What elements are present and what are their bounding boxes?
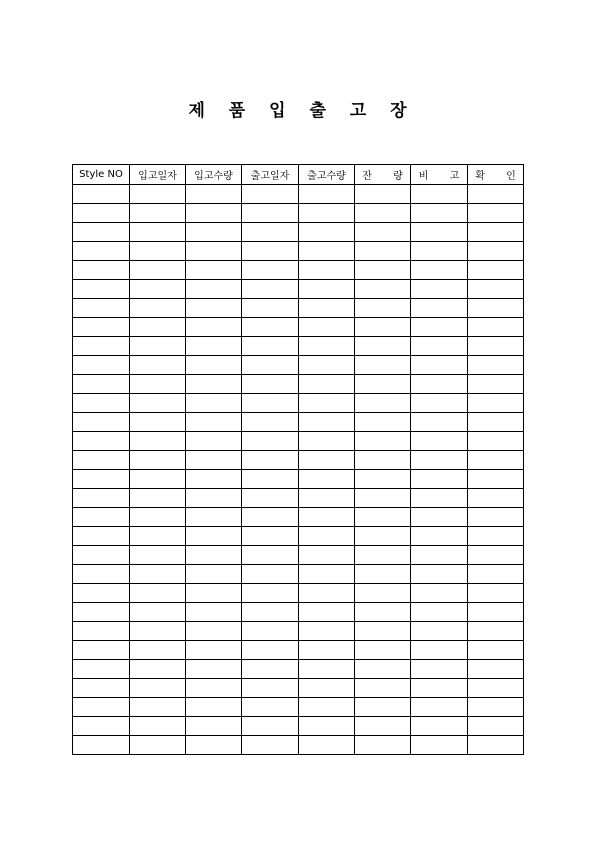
cell-out-qty xyxy=(299,527,355,546)
cell-out-qty xyxy=(299,375,355,394)
cell-out-qty xyxy=(299,242,355,261)
cell-confirm xyxy=(468,394,524,413)
cell-in-date xyxy=(130,584,186,603)
cell-in-qty xyxy=(186,603,242,622)
cell-in-date xyxy=(130,223,186,242)
cell-out-qty xyxy=(299,432,355,451)
cell-remarks xyxy=(411,261,468,280)
table-row xyxy=(73,679,524,698)
cell-confirm xyxy=(468,489,524,508)
cell-out-qty xyxy=(299,223,355,242)
cell-style-no xyxy=(73,337,130,356)
cell-confirm xyxy=(468,223,524,242)
cell-balance xyxy=(355,641,411,660)
cell-out-date xyxy=(242,261,299,280)
cell-in-date xyxy=(130,413,186,432)
cell-remarks xyxy=(411,394,468,413)
table-row xyxy=(73,660,524,679)
cell-remarks xyxy=(411,603,468,622)
cell-in-qty xyxy=(186,204,242,223)
cell-out-qty xyxy=(299,546,355,565)
cell-remarks xyxy=(411,223,468,242)
cell-in-date xyxy=(130,508,186,527)
cell-confirm xyxy=(468,717,524,736)
cell-in-date xyxy=(130,394,186,413)
table-row xyxy=(73,527,524,546)
cell-confirm xyxy=(468,185,524,204)
cell-out-qty xyxy=(299,318,355,337)
cell-remarks xyxy=(411,356,468,375)
cell-confirm xyxy=(468,337,524,356)
cell-out-date xyxy=(242,489,299,508)
cell-confirm xyxy=(468,527,524,546)
cell-in-date xyxy=(130,470,186,489)
cell-style-no xyxy=(73,660,130,679)
cell-confirm xyxy=(468,679,524,698)
cell-out-qty xyxy=(299,356,355,375)
cell-balance xyxy=(355,451,411,470)
cell-in-qty xyxy=(186,432,242,451)
cell-in-qty xyxy=(186,641,242,660)
cell-in-date xyxy=(130,432,186,451)
cell-confirm xyxy=(468,641,524,660)
cell-balance xyxy=(355,413,411,432)
cell-balance xyxy=(355,679,411,698)
cell-remarks xyxy=(411,679,468,698)
cell-balance xyxy=(355,242,411,261)
cell-in-date xyxy=(130,603,186,622)
cell-out-date xyxy=(242,698,299,717)
cell-remarks xyxy=(411,280,468,299)
table-row xyxy=(73,261,524,280)
cell-style-no xyxy=(73,356,130,375)
cell-balance xyxy=(355,508,411,527)
cell-out-date xyxy=(242,603,299,622)
cell-remarks xyxy=(411,489,468,508)
cell-remarks xyxy=(411,717,468,736)
cell-style-no xyxy=(73,603,130,622)
cell-style-no xyxy=(73,717,130,736)
table-row xyxy=(73,546,524,565)
cell-out-date xyxy=(242,508,299,527)
cell-in-date xyxy=(130,622,186,641)
cell-in-qty xyxy=(186,413,242,432)
cell-style-no xyxy=(73,584,130,603)
cell-balance xyxy=(355,318,411,337)
cell-confirm xyxy=(468,451,524,470)
table-row xyxy=(73,432,524,451)
cell-balance xyxy=(355,660,411,679)
cell-out-date xyxy=(242,394,299,413)
column-header-in-qty: 입고수량 xyxy=(186,165,242,185)
page-title: 제 품 입 출 고 장 xyxy=(188,101,416,121)
cell-out-date xyxy=(242,318,299,337)
cell-confirm xyxy=(468,356,524,375)
cell-style-no xyxy=(73,318,130,337)
cell-in-date xyxy=(130,356,186,375)
cell-confirm xyxy=(468,584,524,603)
cell-in-qty xyxy=(186,584,242,603)
cell-remarks xyxy=(411,432,468,451)
cell-out-date xyxy=(242,660,299,679)
cell-in-date xyxy=(130,641,186,660)
table-row xyxy=(73,565,524,584)
cell-style-no xyxy=(73,280,130,299)
cell-out-qty xyxy=(299,603,355,622)
column-header-in-date: 입고일자 xyxy=(130,165,186,185)
cell-remarks xyxy=(411,318,468,337)
cell-balance xyxy=(355,470,411,489)
cell-in-qty xyxy=(186,375,242,394)
inventory-ledger-table xyxy=(72,164,524,755)
cell-in-qty xyxy=(186,337,242,356)
cell-out-date xyxy=(242,375,299,394)
cell-out-qty xyxy=(299,337,355,356)
cell-out-date xyxy=(242,584,299,603)
table-row xyxy=(73,299,524,318)
table-row xyxy=(73,736,524,755)
cell-out-qty xyxy=(299,413,355,432)
cell-out-date xyxy=(242,413,299,432)
cell-style-no xyxy=(73,546,130,565)
cell-style-no xyxy=(73,565,130,584)
cell-balance xyxy=(355,394,411,413)
cell-out-date xyxy=(242,470,299,489)
cell-remarks xyxy=(411,413,468,432)
cell-in-qty xyxy=(186,394,242,413)
cell-confirm xyxy=(468,413,524,432)
cell-style-no xyxy=(73,261,130,280)
cell-confirm xyxy=(468,204,524,223)
cell-out-date xyxy=(242,679,299,698)
cell-balance xyxy=(355,527,411,546)
table-row xyxy=(73,337,524,356)
table-row xyxy=(73,641,524,660)
cell-style-no xyxy=(73,641,130,660)
cell-out-qty xyxy=(299,679,355,698)
cell-in-qty xyxy=(186,185,242,204)
cell-in-qty xyxy=(186,660,242,679)
table-row xyxy=(73,584,524,603)
table-row xyxy=(73,223,524,242)
cell-in-qty xyxy=(186,622,242,641)
cell-out-qty xyxy=(299,261,355,280)
cell-out-qty xyxy=(299,622,355,641)
cell-in-date xyxy=(130,242,186,261)
table-row xyxy=(73,280,524,299)
table-row xyxy=(73,622,524,641)
cell-style-no xyxy=(73,413,130,432)
cell-in-date xyxy=(130,451,186,470)
cell-balance xyxy=(355,375,411,394)
cell-remarks xyxy=(411,622,468,641)
cell-in-date xyxy=(130,660,186,679)
cell-confirm xyxy=(468,280,524,299)
cell-out-qty xyxy=(299,470,355,489)
cell-in-date xyxy=(130,527,186,546)
cell-in-qty xyxy=(186,717,242,736)
cell-confirm xyxy=(468,565,524,584)
cell-balance xyxy=(355,337,411,356)
cell-in-date xyxy=(130,185,186,204)
cell-out-date xyxy=(242,185,299,204)
cell-out-qty xyxy=(299,508,355,527)
cell-in-qty xyxy=(186,565,242,584)
cell-confirm xyxy=(468,546,524,565)
cell-in-qty xyxy=(186,356,242,375)
cell-remarks xyxy=(411,299,468,318)
cell-style-no xyxy=(73,223,130,242)
cell-balance xyxy=(355,546,411,565)
table-header-row xyxy=(73,165,524,185)
cell-out-qty xyxy=(299,565,355,584)
column-header-balance: 잔 량 xyxy=(355,165,411,185)
cell-in-qty xyxy=(186,242,242,261)
cell-out-date xyxy=(242,299,299,318)
cell-style-no xyxy=(73,451,130,470)
cell-in-qty xyxy=(186,280,242,299)
cell-in-qty xyxy=(186,318,242,337)
cell-style-no xyxy=(73,736,130,755)
column-header-remarks: 비 고 xyxy=(411,165,468,185)
cell-in-date xyxy=(130,546,186,565)
table-row xyxy=(73,318,524,337)
cell-out-date xyxy=(242,736,299,755)
cell-balance xyxy=(355,489,411,508)
cell-remarks xyxy=(411,527,468,546)
cell-out-date xyxy=(242,242,299,261)
cell-in-qty xyxy=(186,508,242,527)
cell-out-date xyxy=(242,565,299,584)
cell-confirm xyxy=(468,736,524,755)
cell-in-date xyxy=(130,698,186,717)
cell-in-date xyxy=(130,565,186,584)
cell-style-no xyxy=(73,679,130,698)
cell-in-qty xyxy=(186,470,242,489)
cell-in-date xyxy=(130,204,186,223)
cell-in-date xyxy=(130,261,186,280)
cell-in-date xyxy=(130,736,186,755)
cell-style-no xyxy=(73,470,130,489)
cell-in-date xyxy=(130,299,186,318)
cell-out-date xyxy=(242,641,299,660)
cell-style-no xyxy=(73,375,130,394)
cell-out-date xyxy=(242,546,299,565)
table-row xyxy=(73,413,524,432)
cell-in-qty xyxy=(186,223,242,242)
cell-out-date xyxy=(242,356,299,375)
cell-balance xyxy=(355,356,411,375)
cell-confirm xyxy=(468,603,524,622)
cell-out-date xyxy=(242,717,299,736)
cell-style-no xyxy=(73,508,130,527)
cell-remarks xyxy=(411,470,468,489)
cell-out-qty xyxy=(299,717,355,736)
table-row xyxy=(73,698,524,717)
cell-in-date xyxy=(130,318,186,337)
cell-in-date xyxy=(130,679,186,698)
cell-style-no xyxy=(73,299,130,318)
cell-out-qty xyxy=(299,698,355,717)
cell-out-qty xyxy=(299,185,355,204)
cell-style-no xyxy=(73,489,130,508)
cell-remarks xyxy=(411,565,468,584)
column-header-style-no: Style NO xyxy=(73,165,130,185)
cell-out-date xyxy=(242,451,299,470)
cell-in-qty xyxy=(186,546,242,565)
cell-in-qty xyxy=(186,736,242,755)
cell-style-no xyxy=(73,622,130,641)
cell-remarks xyxy=(411,375,468,394)
cell-in-qty xyxy=(186,698,242,717)
cell-out-date xyxy=(242,432,299,451)
cell-style-no xyxy=(73,527,130,546)
cell-in-qty xyxy=(186,451,242,470)
column-header-confirm: 확 인 xyxy=(468,165,524,185)
cell-out-qty xyxy=(299,204,355,223)
cell-balance xyxy=(355,717,411,736)
cell-out-qty xyxy=(299,280,355,299)
cell-remarks xyxy=(411,204,468,223)
cell-confirm xyxy=(468,622,524,641)
cell-remarks xyxy=(411,641,468,660)
table-row xyxy=(73,185,524,204)
table-row xyxy=(73,603,524,622)
cell-style-no xyxy=(73,185,130,204)
cell-balance xyxy=(355,223,411,242)
table-row xyxy=(73,356,524,375)
cell-out-date xyxy=(242,204,299,223)
cell-remarks xyxy=(411,185,468,204)
cell-balance xyxy=(355,280,411,299)
cell-in-qty xyxy=(186,527,242,546)
cell-balance xyxy=(355,432,411,451)
column-header-out-date: 출고일자 xyxy=(242,165,299,185)
cell-confirm xyxy=(468,299,524,318)
cell-balance xyxy=(355,565,411,584)
cell-style-no xyxy=(73,698,130,717)
cell-balance xyxy=(355,603,411,622)
cell-out-date xyxy=(242,622,299,641)
cell-in-qty xyxy=(186,489,242,508)
cell-confirm xyxy=(468,375,524,394)
cell-confirm xyxy=(468,242,524,261)
cell-out-date xyxy=(242,527,299,546)
cell-balance xyxy=(355,204,411,223)
cell-confirm xyxy=(468,508,524,527)
cell-out-qty xyxy=(299,641,355,660)
ledger-body xyxy=(73,185,524,755)
cell-balance xyxy=(355,261,411,280)
cell-in-date xyxy=(130,489,186,508)
table-row xyxy=(73,470,524,489)
cell-balance xyxy=(355,622,411,641)
cell-remarks xyxy=(411,508,468,527)
table-row xyxy=(73,451,524,470)
cell-in-qty xyxy=(186,261,242,280)
table-row xyxy=(73,394,524,413)
cell-balance xyxy=(355,584,411,603)
cell-confirm xyxy=(468,318,524,337)
cell-out-date xyxy=(242,337,299,356)
cell-style-no xyxy=(73,394,130,413)
cell-style-no xyxy=(73,242,130,261)
table-row xyxy=(73,242,524,261)
cell-out-qty xyxy=(299,394,355,413)
cell-out-qty xyxy=(299,660,355,679)
cell-balance xyxy=(355,299,411,318)
table-row xyxy=(73,375,524,394)
table-row xyxy=(73,489,524,508)
cell-out-date xyxy=(242,223,299,242)
cell-remarks xyxy=(411,698,468,717)
cell-balance xyxy=(355,698,411,717)
cell-remarks xyxy=(411,546,468,565)
cell-in-qty xyxy=(186,299,242,318)
cell-out-qty xyxy=(299,736,355,755)
cell-out-date xyxy=(242,280,299,299)
cell-confirm xyxy=(468,261,524,280)
cell-out-qty xyxy=(299,299,355,318)
cell-confirm xyxy=(468,698,524,717)
cell-style-no xyxy=(73,432,130,451)
cell-in-date xyxy=(130,280,186,299)
table-row xyxy=(73,508,524,527)
cell-remarks xyxy=(411,242,468,261)
cell-out-qty xyxy=(299,584,355,603)
cell-in-qty xyxy=(186,679,242,698)
cell-out-qty xyxy=(299,489,355,508)
cell-in-date xyxy=(130,337,186,356)
cell-remarks xyxy=(411,337,468,356)
cell-in-date xyxy=(130,375,186,394)
cell-style-no xyxy=(73,204,130,223)
cell-balance xyxy=(355,185,411,204)
cell-confirm xyxy=(468,470,524,489)
cell-remarks xyxy=(411,584,468,603)
table-row xyxy=(73,204,524,223)
column-header-out-qty: 출고수량 xyxy=(299,165,355,185)
cell-remarks xyxy=(411,736,468,755)
table-row xyxy=(73,717,524,736)
cell-remarks xyxy=(411,451,468,470)
cell-in-date xyxy=(130,717,186,736)
cell-remarks xyxy=(411,660,468,679)
cell-balance xyxy=(355,736,411,755)
cell-confirm xyxy=(468,432,524,451)
cell-confirm xyxy=(468,660,524,679)
cell-out-qty xyxy=(299,451,355,470)
